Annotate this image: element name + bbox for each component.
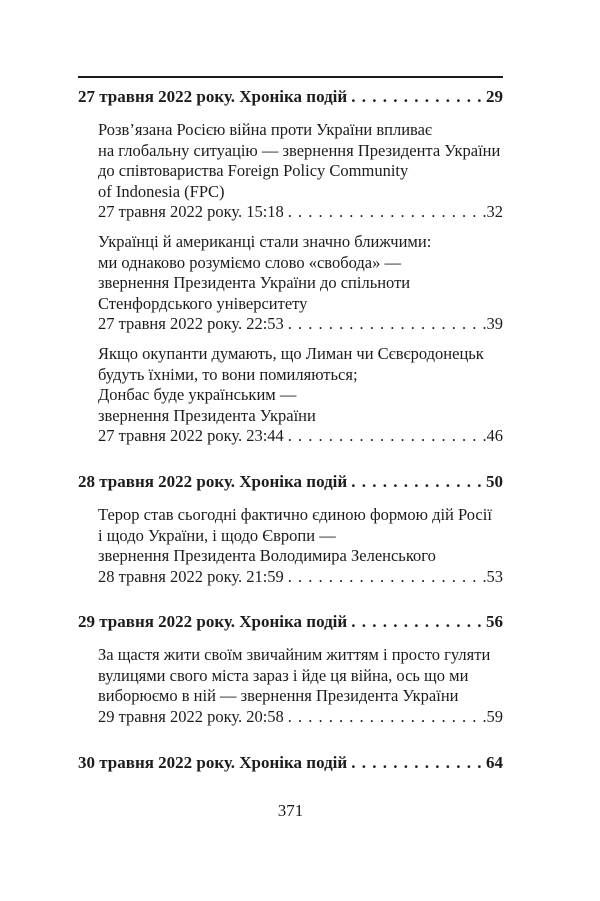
- toc-section: [78, 471, 503, 587]
- toc-section: [78, 611, 503, 727]
- toc-heading-pagenum: 50: [486, 471, 503, 491]
- entry-pagenum: 39: [486, 314, 503, 334]
- entry-date-label: 29 травня 2022 року. 20:58: [98, 707, 284, 727]
- toc-entry: [78, 232, 503, 335]
- toc-heading-line: [78, 752, 503, 774]
- toc-entry: [78, 344, 503, 447]
- toc-heading-label: 28 травня 2022 року. Хроніка подій: [78, 471, 348, 491]
- dot-leader: [288, 314, 486, 335]
- entry-title-line: звернення Президента України до спільноти: [98, 273, 411, 293]
- entry-title-line: вулицями свого міста зараз і йде ця війна, ось що ми: [98, 665, 469, 685]
- top-rule-divider: [78, 76, 503, 78]
- entry-date-label: 27 травня 2022 року. 22:53: [98, 314, 284, 334]
- toc-section: [78, 752, 503, 774]
- dot-leader: [351, 611, 485, 633]
- entry-date-line: [98, 202, 503, 223]
- entry-title-line: of Indonesia (FPC): [98, 181, 225, 201]
- toc-heading-label: 29 травня 2022 року. Хроніка подій: [78, 612, 348, 632]
- entry-date-label: 27 травня 2022 року. 23:44: [98, 426, 284, 446]
- toc-heading-pagenum: 56: [486, 612, 503, 632]
- toc-heading-pagenum: 64: [486, 752, 503, 772]
- toc-heading-label: 30 травня 2022 року. Хроніка подій: [78, 752, 348, 772]
- folio-page-number: 371: [277, 800, 304, 820]
- entry-title: [98, 645, 503, 707]
- dot-leader: [351, 752, 485, 774]
- entry-title-line: Стенфордського університету: [98, 293, 308, 313]
- toc-heading-label: 27 травня 2022 року. Хроніка подій: [78, 87, 348, 106]
- entry-pagenum: 32: [486, 202, 503, 222]
- toc-section: [78, 86, 503, 447]
- toc-heading-line: [78, 86, 503, 108]
- toc-heading-line: [78, 471, 503, 493]
- entry-title-line: до співтовариства Foreign Policy Community: [98, 161, 409, 181]
- toc-entry: [78, 120, 503, 223]
- entry-title: [98, 505, 503, 567]
- entry-title-line: і щодо України, і щодо Європи —: [98, 525, 336, 545]
- entry-title-line: звернення Президента України: [98, 405, 316, 425]
- entry-title-line: виборюємо в ній — звернення Президента України: [98, 686, 459, 706]
- dot-leader: [351, 471, 485, 493]
- entry-pagenum: 59: [486, 707, 503, 727]
- entry-title-line: будуть їхніми, то вони помиляються;: [98, 364, 358, 384]
- entry-title-line: За щастя жити своїм звичайним життям і просто гуляти: [98, 645, 491, 665]
- entry-title-line: Українці й американці стали значно ближчими:: [98, 231, 432, 251]
- entry-date-line: [98, 426, 503, 447]
- dot-leader: [288, 707, 486, 728]
- entry-title-line: Терор став сьогодні фактично єдиною формою дій Росії: [98, 504, 492, 524]
- entry-date-line: [98, 707, 503, 728]
- entry-title-line: звернення Президента Володимира Зеленського: [98, 546, 436, 566]
- toc-sections: [78, 86, 503, 774]
- entry-title: [98, 232, 503, 314]
- entry-date-label: 27 травня 2022 року. 15:18: [98, 202, 284, 222]
- entry-title: [98, 120, 503, 202]
- entry-title-line: Розв’язана Росією війна проти України впливає: [98, 120, 433, 139]
- dot-leader: [288, 567, 486, 588]
- dot-leader: [288, 202, 486, 223]
- toc-entry: [78, 645, 503, 727]
- entry-title-line: Якщо окупанти думають, що Лиман чи Сєвєродонецьк: [98, 343, 484, 363]
- dot-leader: [351, 86, 485, 108]
- entry-date-line: [98, 314, 503, 335]
- entry-pagenum: 46: [486, 426, 503, 446]
- toc-heading-pagenum: 29: [486, 87, 503, 106]
- entry-title-line: на глобальну ситуацію — звернення Президента України: [98, 140, 501, 160]
- entry-date-label: 28 травня 2022 року. 21:59: [98, 566, 284, 586]
- dot-leader: [288, 426, 486, 447]
- entry-title: [98, 344, 503, 426]
- entry-date-line: [98, 567, 503, 588]
- toc-text-block: [78, 0, 503, 821]
- entry-title-line: ми однаково розуміємо слово «свобода» —: [98, 252, 401, 272]
- entry-pagenum: 53: [486, 566, 503, 586]
- toc-entry: [78, 505, 503, 587]
- entry-title-line: Донбас буде українським —: [98, 385, 297, 405]
- toc-heading-line: [78, 611, 503, 633]
